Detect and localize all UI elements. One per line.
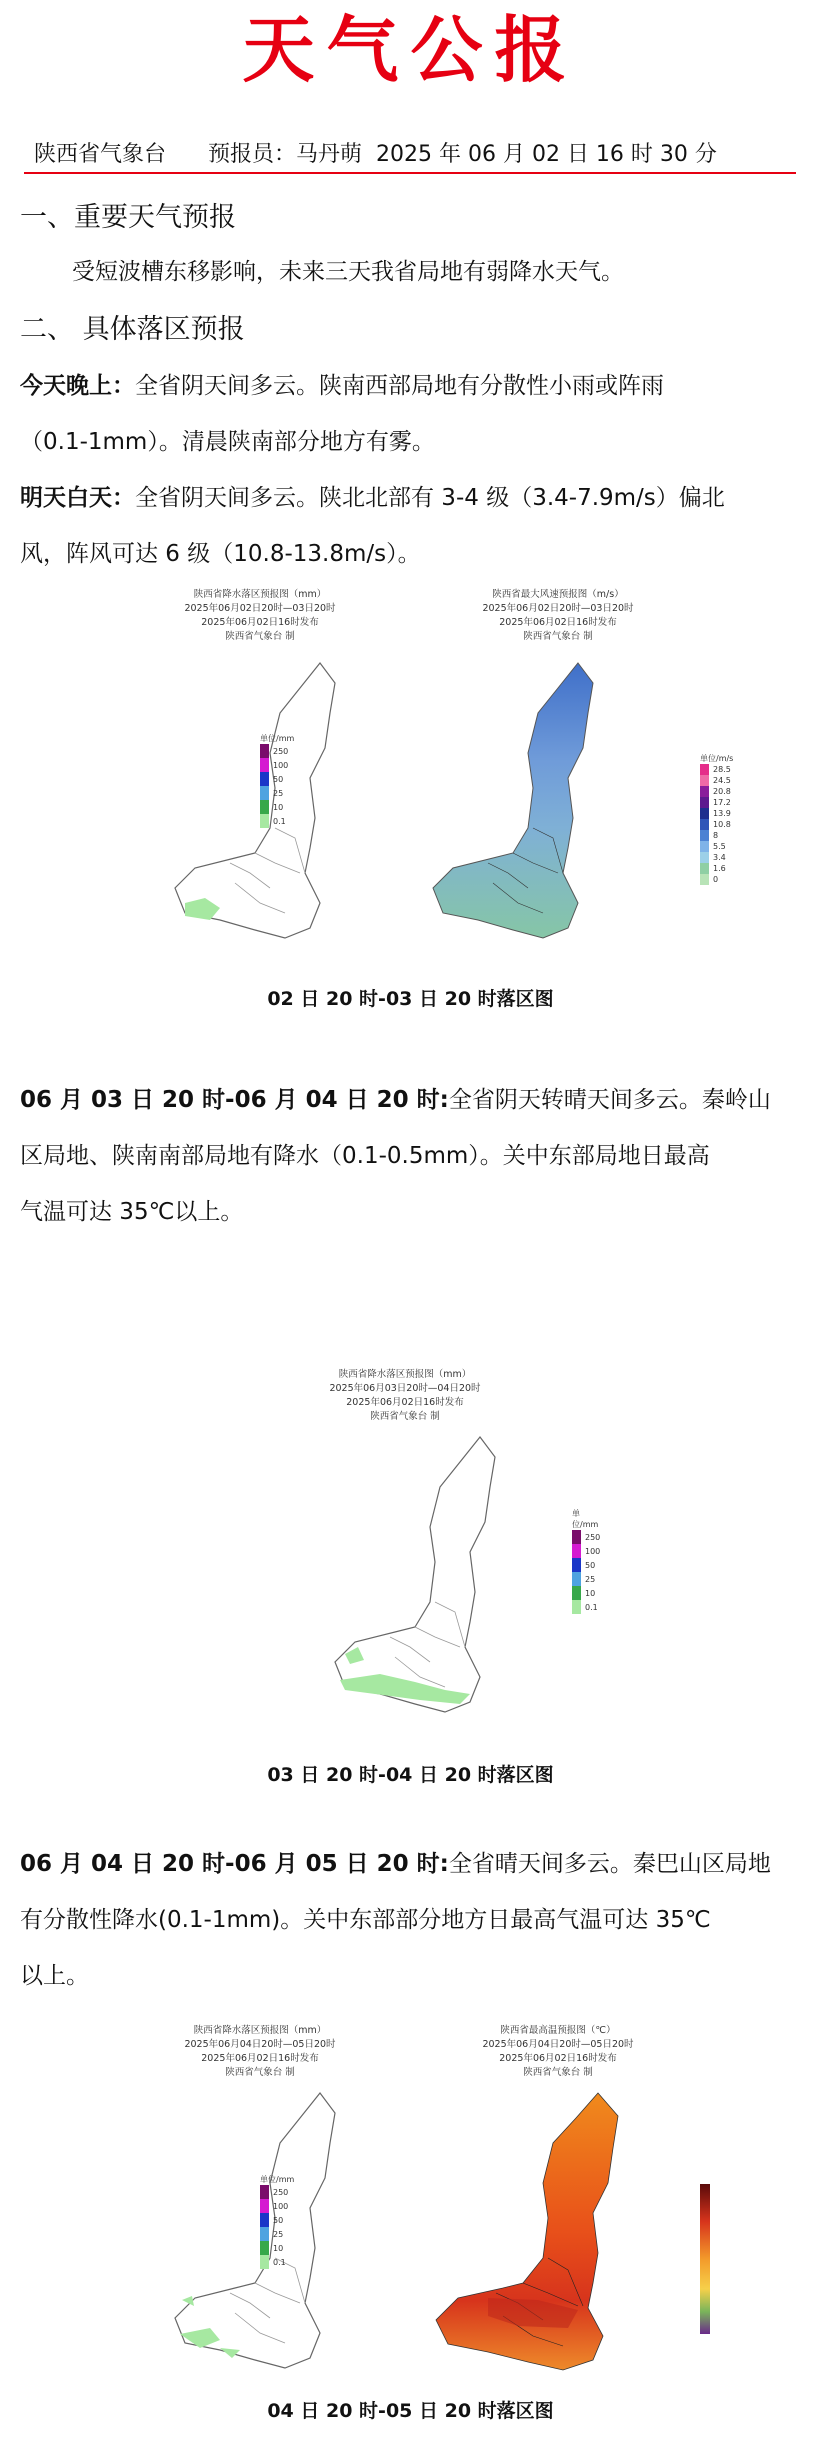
day2-text-3: 气温可达 35℃以上。 xyxy=(20,1199,244,1225)
page-title: 天气公报 xyxy=(242,8,579,92)
legend-label: 50 xyxy=(273,774,284,784)
legend-label: 10 xyxy=(273,802,284,812)
day3-label: 06 月 04 日 20 时-06 月 05 日 20 时: xyxy=(20,1851,449,1877)
map-title: 陕西省最高温预报图（℃） xyxy=(500,2025,616,2036)
forecaster: 预报员：马丹萌 xyxy=(207,142,362,167)
legend-row xyxy=(260,2199,294,2213)
legend-row xyxy=(700,874,733,885)
tonight-label: 今天晚上： xyxy=(20,373,135,399)
legend-label: 100 xyxy=(273,2201,289,2211)
legend-swatch xyxy=(700,852,709,863)
station-name: 陕西省气象台 xyxy=(34,142,167,167)
legend-row xyxy=(700,852,733,863)
day3-text-1: 全省晴天间多云。秦巴山区局地 xyxy=(448,1851,771,1877)
legend-swatch xyxy=(700,764,709,775)
wind-legend xyxy=(700,753,733,885)
day2-text-1: 全省阴天转晴天间多云。秦岭山 xyxy=(448,1087,771,1113)
legend-label: 0 xyxy=(713,875,719,884)
legend-label: 17.2 xyxy=(713,798,731,807)
temperature-colorbar xyxy=(700,2184,716,2334)
legend-row xyxy=(260,758,294,772)
section2-heading: 二、 具体落区预报 xyxy=(20,314,245,345)
map-range: 2025年06月04日20时—05日20时 xyxy=(482,2039,634,2050)
legend-label: 250 xyxy=(273,746,289,756)
day2-label: 06 月 03 日 20 时-06 月 04 日 20 时: xyxy=(20,1087,449,1113)
header-divider xyxy=(24,172,796,174)
legend-label: 250 xyxy=(273,2187,289,2197)
legend-row xyxy=(260,2227,294,2241)
map-header xyxy=(160,2024,360,2080)
legend-label: 100 xyxy=(273,760,289,770)
legend-label: 8 xyxy=(713,831,719,840)
caption-3: 04 日 20 时-05 日 20 时落区图 xyxy=(267,2400,554,2422)
precip-legend xyxy=(260,733,294,828)
legend-swatch xyxy=(700,819,709,830)
tonight-text-1: 全省阴天间多云。陕南西部局地有分散性小雨或阵雨 xyxy=(135,373,664,399)
precip-map-2 xyxy=(290,1368,601,1738)
legend-label: 0.1 xyxy=(585,1602,598,1612)
legend-label: 25 xyxy=(273,788,284,798)
legend-row xyxy=(700,830,733,841)
legend-swatch xyxy=(700,775,709,786)
legend-swatch xyxy=(260,786,269,800)
legend-row xyxy=(572,1586,600,1600)
legend-label: 5.5 xyxy=(713,842,726,851)
legend-swatch xyxy=(700,874,709,885)
legend-row xyxy=(700,764,733,775)
shaanxi-outline xyxy=(320,1432,550,1732)
legend-label: 25 xyxy=(273,2229,284,2239)
legend-unit: 单位/m/s xyxy=(700,754,734,763)
legend-unit: 单位/mm xyxy=(260,2175,295,2184)
day2-line-1 xyxy=(20,1072,805,1128)
map-org: 陕西省气象台 制 xyxy=(523,631,593,642)
legend-label: 10 xyxy=(273,2243,284,2253)
legend-swatch xyxy=(572,1600,581,1614)
map-org: 陕西省气象台 制 xyxy=(370,1411,440,1422)
legend-label: 25 xyxy=(585,1574,596,1584)
legend-row xyxy=(700,863,733,874)
legend-row xyxy=(260,744,294,758)
legend-swatch xyxy=(260,800,269,814)
map-issue: 2025年06月02日16时发布 xyxy=(499,2053,617,2064)
map-header xyxy=(290,1368,520,1424)
legend-swatch xyxy=(260,2185,269,2199)
shaanxi-wind-fill xyxy=(418,658,648,958)
map-issue: 2025年06月02日16时发布 xyxy=(201,617,319,628)
legend-swatch xyxy=(572,1530,581,1544)
map-range: 2025年06月02日20时—03日20时 xyxy=(482,603,634,614)
map-range: 2025年06月04日20时—05日20时 xyxy=(184,2039,336,2050)
map-issue: 2025年06月02日16时发布 xyxy=(346,1397,464,1408)
legend-row xyxy=(700,841,733,852)
legend-swatch xyxy=(700,841,709,852)
temperature-map xyxy=(448,2024,768,2394)
legend-label: 100 xyxy=(585,1546,601,1556)
wind-map xyxy=(448,588,748,958)
legend-label: 3.4 xyxy=(713,853,726,862)
legend-row xyxy=(700,797,733,808)
legend-swatch xyxy=(700,797,709,808)
day2-text-2: 区局地、陕南南部局地有降水（0.1-0.5mm）。关中东部局地日最高 xyxy=(20,1143,710,1169)
legend-swatch xyxy=(700,786,709,797)
precip-map-1 xyxy=(160,588,390,958)
tomorrow-text-1: 全省阴天间多云。陕北北部有 3-4 级（3.4-7.9m/s）偏北 xyxy=(135,485,725,511)
temperature-legend xyxy=(700,2184,716,2338)
legend-row xyxy=(572,1558,600,1572)
day3-line-1 xyxy=(20,1836,805,1892)
precip-map-3 xyxy=(160,2024,390,2394)
map-header xyxy=(448,588,668,644)
legend-label: 13.9 xyxy=(713,809,731,818)
legend-row xyxy=(260,772,294,786)
legend-swatch xyxy=(260,2213,269,2227)
legend-row xyxy=(260,2213,294,2227)
legend-row xyxy=(572,1530,600,1544)
caption-1: 02 日 20 时-03 日 20 时落区图 xyxy=(267,988,554,1010)
map-title: 陕西省降水落区预报图（mm） xyxy=(338,1369,472,1380)
tonight-text-2: （0.1-1mm）。清晨陕南部分地方有雾。 xyxy=(20,429,435,455)
legend-row xyxy=(260,814,294,828)
map-title: 陕西省降水落区预报图（mm） xyxy=(193,589,327,600)
legend-row xyxy=(260,800,294,814)
legend-unit: 单位/mm xyxy=(260,734,295,743)
legend-label: 1.6 xyxy=(713,864,726,873)
legend-row xyxy=(700,808,733,819)
legend-swatch xyxy=(700,808,709,819)
legend-swatch xyxy=(572,1544,581,1558)
legend-swatch xyxy=(260,2255,269,2269)
map-header xyxy=(448,2024,668,2080)
legend-swatch xyxy=(260,744,269,758)
legend-row xyxy=(260,2255,294,2269)
tomorrow-text-2: 风，阵风可达 6 级（10.8-13.8m/s）。 xyxy=(20,541,421,567)
legend-row xyxy=(700,819,733,830)
legend-label: 28.5 xyxy=(713,765,731,774)
legend-label: 0.1 xyxy=(273,2257,286,2267)
day3-text-3: 以上。 xyxy=(20,1963,89,1989)
map-range: 2025年06月03日20时—04日20时 xyxy=(329,1383,481,1394)
legend-swatch xyxy=(572,1558,581,1572)
day3-text-2: 有分散性降水(0.1-1mm)。关中东部部分地方日最高气温可达 35℃ xyxy=(20,1907,711,1933)
legend-row xyxy=(260,786,294,800)
legend-label: 10.8 xyxy=(713,820,731,829)
map-issue: 2025年06月02日16时发布 xyxy=(499,617,617,628)
legend-label: 24.5 xyxy=(713,776,731,785)
tonight-line-1 xyxy=(20,358,805,414)
legend-row xyxy=(572,1544,600,1558)
legend-label: 20.8 xyxy=(713,787,731,796)
legend-swatch xyxy=(260,2241,269,2255)
section1-heading: 一、重要天气预报 xyxy=(20,202,236,233)
section1-text: 受短波槽东移影响，未来三天我省局地有弱降水天气。 xyxy=(72,259,624,285)
legend-label: 10 xyxy=(585,1588,596,1598)
map-title: 陕西省最大风速预报图（m/s） xyxy=(492,589,624,600)
map-header xyxy=(160,588,360,644)
caption-2: 03 日 20 时-04 日 20 时落区图 xyxy=(267,1764,554,1786)
map-issue: 2025年06月02日16时发布 xyxy=(201,2053,319,2064)
tomorrow-line-1 xyxy=(20,470,805,526)
legend-row xyxy=(700,786,733,797)
legend-unit: 单位/mm xyxy=(572,1509,599,1529)
legend-row xyxy=(260,2185,294,2199)
legend-swatch xyxy=(260,814,269,828)
legend-label: 0.1 xyxy=(273,816,286,826)
map-org: 陕西省气象台 制 xyxy=(225,631,295,642)
legend-swatch xyxy=(260,2199,269,2213)
map-org: 陕西省气象台 制 xyxy=(225,2067,295,2078)
map-org: 陕西省气象台 制 xyxy=(523,2067,593,2078)
legend-swatch xyxy=(572,1572,581,1586)
legend-swatch xyxy=(260,772,269,786)
issue-time: 2025 年 06 月 02 日 16 时 30 分 xyxy=(376,142,717,167)
legend-row xyxy=(572,1600,600,1614)
legend-swatch xyxy=(572,1586,581,1600)
precip-legend xyxy=(572,1508,600,1614)
legend-swatch xyxy=(260,2227,269,2241)
legend-label: 50 xyxy=(273,2215,284,2225)
legend-row xyxy=(260,2241,294,2255)
shaanxi-temp-fill xyxy=(418,2088,678,2388)
legend-label: 250 xyxy=(585,1532,601,1542)
legend-row xyxy=(700,775,733,786)
precip-legend xyxy=(260,2174,294,2269)
header-info xyxy=(34,138,717,172)
legend-swatch xyxy=(700,830,709,841)
tomorrow-label: 明天白天： xyxy=(20,485,135,511)
legend-label: 50 xyxy=(585,1560,596,1570)
legend-row xyxy=(572,1572,600,1586)
map-range: 2025年06月02日20时—03日20时 xyxy=(184,603,336,614)
legend-swatch xyxy=(260,758,269,772)
map-title: 陕西省降水落区预报图（mm） xyxy=(193,2025,327,2036)
legend-swatch xyxy=(700,863,709,874)
